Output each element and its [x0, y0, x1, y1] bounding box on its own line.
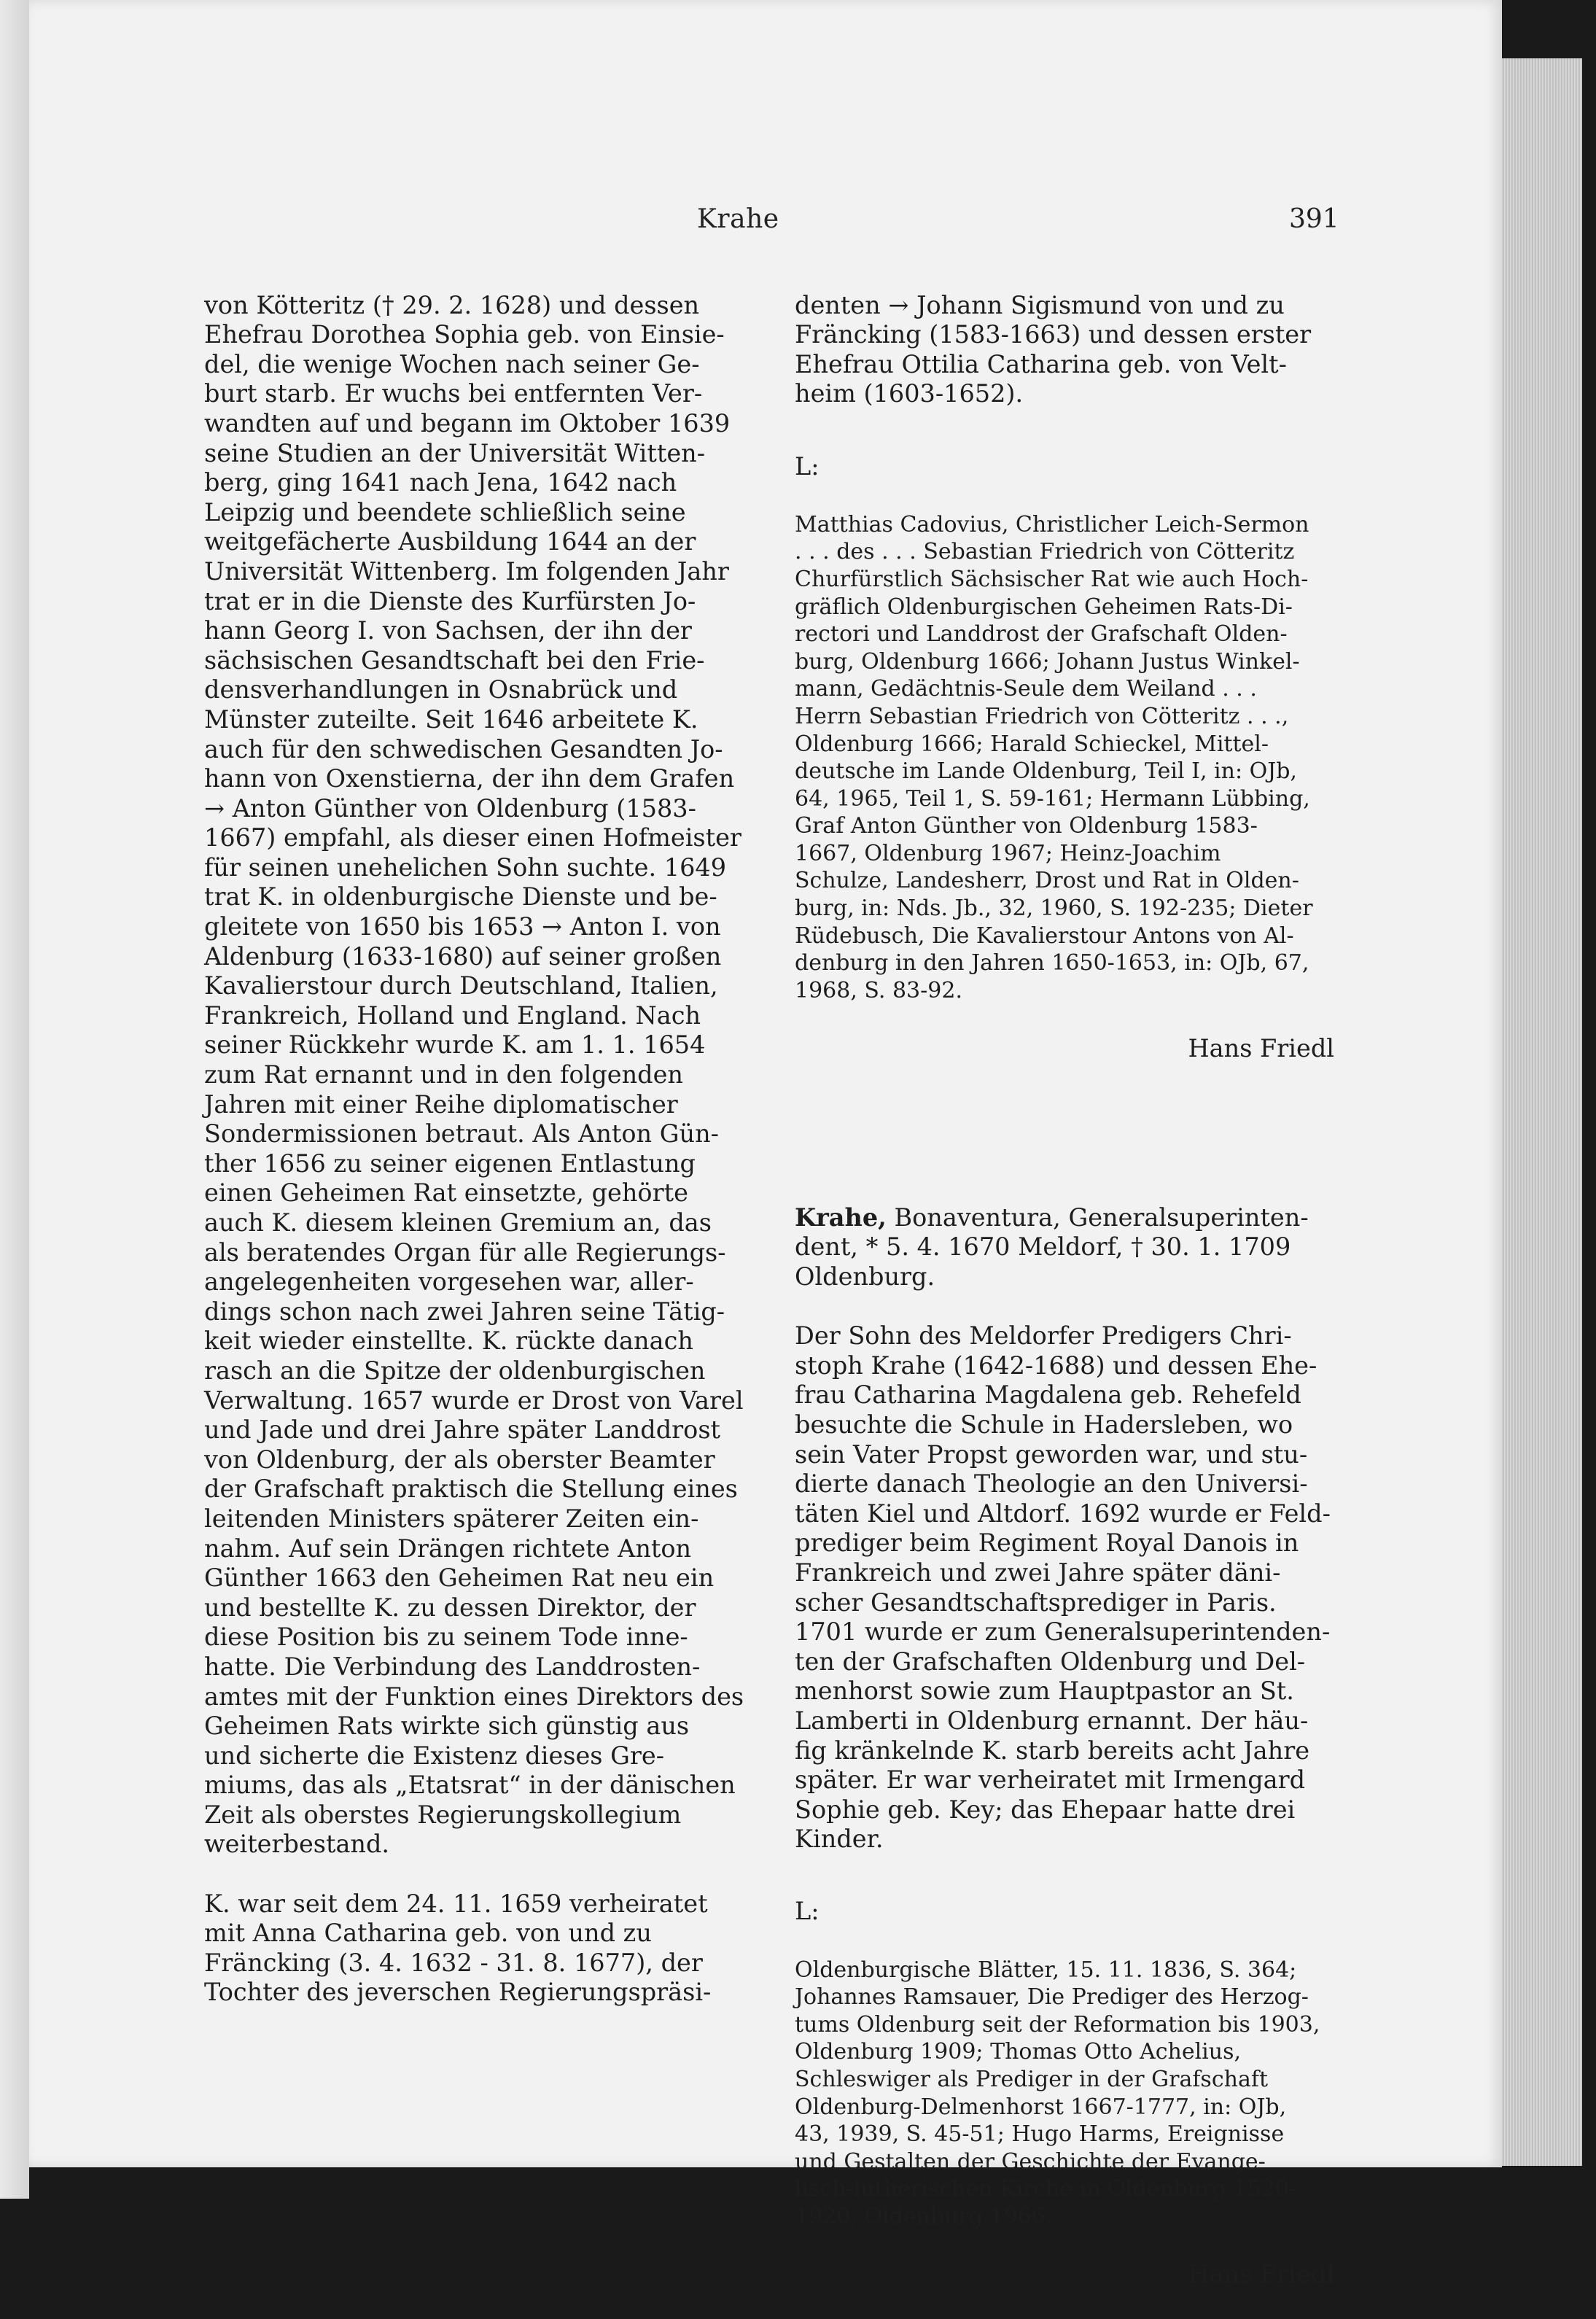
- page-number: 391: [1289, 204, 1339, 234]
- literature-marker: L:: [795, 1897, 820, 1926]
- left-column: [204, 261, 744, 2038]
- literature-list: Matthias Cadovius, Christlicher Leich-Sermon . . . des . . . Sebastian Friedrich von Cötteritz Churfürstlich Sächsischer Rat wie auch Hoch- gräflich Oldenburgischen Geheimen Rats-Di- rectori und Landdrost der Grafschaft Olden- burg, Oldenburg 1666; Johann Justus Winkel- mann, Gedächtnis-Seule dem Weiland . . . Herrn Sebastian Friedrich von Cötteritz . . ., Oldenburg 1666; Harald Schieckel, Mittel- deutsche im Lande Oldenburg, Teil I, in: OJb, 64, 1965, Teil 1, S. 59-161; Hermann Lübbing, Graf Anton Günther von Oldenburg 1583- 1667, Oldenburg 1967; Heinz-Joachim Schulze, Landesherr, Drost und Rat in Olden- burg, in: Nds. Jb., 32, 1960, S. 192-235; Dieter Rüdebusch, Die Kavalierstour Antons von Al- denburg in den Jahren 1650-1653, in: OJb, 67, 1968, S. 83-92.: [795, 511, 1313, 1003]
- author-signature: Hans Friedl: [1188, 1034, 1334, 1063]
- biography-paragraph: Der Sohn des Meldorfer Predigers Chri- stoph Krahe (1642-1688) und dessen Ehe- frau Catharina Magdalena geb. Rehefeld besuchte die Schule in Hadersleben, wo sein Vater Propst geworden war, und stu- dierte danach Theologie an den Universi- täten Kiel und Altdorf. 1692 wurde er Feld- prediger beim Regiment Royal Danois in Frankreich und zwei Jahre später däni- scher Gesandtschaftsprediger in Paris. 1701 wurde er zum Generalsuperintenden- ten der Grafschaften Oldenburg und Del- menhorst sowie zum Hauptpastor an St. Lamberti in Oldenburg ernannt. Der häu- fig kränkelnde K. starb bereits acht Jahre später. Er war verheiratet mit Irmengard Sophie geb. Key; das Ehepaar hatte drei Kinder.: [795, 1321, 1331, 1854]
- entry-dates: Bonaventura, Generalsuperinten- dent, * 5. 4. 1670 Meldorf, † 30. 1. 1709 Oldenburg.: [795, 1203, 1309, 1291]
- literature-marker: L:: [795, 451, 820, 481]
- facing-page-edge: [0, 0, 29, 2199]
- entry-heading: [795, 1203, 1334, 1292]
- biography-paragraph-continued: denten → Johann Sigismund von und zu Fräncking (1583-1663) und dessen erster Ehefrau Ottilia Catharina geb. von Velt- heim (1603-1652).: [795, 290, 1312, 408]
- right-column: [795, 261, 1334, 2319]
- page-block-edges: [1502, 58, 1582, 2166]
- literature-list: Oldenburgische Blätter, 15. 11. 1836, S. 364; Johannes Ramsauer, Die Prediger des Herzog- tums Oldenburg seit der Reformation bis 1903, Oldenburg 1909; Thomas Otto Achelius, Schleswiger als Prediger in der Grafschaft Oldenburg-Delmenhorst 1667-1777, in: OJb, 43, 1939, S. 45-51; Hugo Harms, Ereignisse und Gestalten der Geschichte der Evange- lisch-lutherischen Kirche in Oldenburg 1520- 1920, Oldenburg 1966.: [795, 1957, 1320, 2229]
- biography-paragraph-marriage: K. war seit dem 24. 11. 1659 verheiratet mit Anna Catharina geb. von und zu Fräncking (3. 4. 1632 - 31. 8. 1677), der Tochter des jeverschen Regierungspräsi-: [204, 1889, 712, 2007]
- entry-name: Krahe,: [795, 1203, 887, 1232]
- biography-paragraph: von Kötteritz († 29. 2. 1628) und dessen Ehefrau Dorothea Sophia geb. von Einsie- del, die wenige Wochen nach seiner Ge- burt starb. Er wuchs bei entfernten Ver- wandten auf und begann im Oktober 1639 seine Studien an der Universität Witten- berg, ging 1641 nach Jena, 1642 nach Leipzig und beendete schließlich seine weitgefächerte Ausbildung 1644 an der Universität Wittenberg. Im folgenden Jahr trat er in die Dienste des Kurfürsten Jo- hann Georg I. von Sachsen, der ihn der sächsischen Gesandtschaft bei den Frie- densverhandlungen in Osnabrück und Münster zuteilte. Seit 1646 arbeitete K. auch für den schwedischen Gesandten Jo- hann von Oxenstierna, der ihn dem Grafen → Anton Günther von Oldenburg (1583- 1667) empfahl, als dieser einen Hofmeister für seinen unehelichen Sohn suchte. 1649 trat K. in oldenburgische Dienste und be- gleitete von 1650 bis 1653 → Anton I. von Aldenburg (1633-1680) auf seiner großen Kavalierstour durch Deutschland, Italien, Frankreich, Holland und England. Nach seiner Rückkehr wurde K. am 1. 1. 1654 zum Rat ernannt und in den folgenden Jahren mit einer Reihe diplomatischer Sondermissionen betraut. Als Anton Gün- ther 1656 zu seiner eigenen Entlastung einen Geheimen Rat einsetzte, gehörte auch K. diesem kleinen Gremium an, das als beratendes Organ für alle Regierungs- angelegenheiten vorgesehen war, aller- dings schon nach zwei Jahren seine Tätig- keit wieder einstellte. K. rückte danach rasch an die Spitze der oldenburgischen Verwaltung. 1657 wurde er Drost von Varel und Jade und drei Jahre später Landdrost von Oldenburg, der als oberster Beamter der Grafschaft praktisch die Stellung eines leitenden Ministers späterer Zeiten ein- nahm. Auf sein Drängen richtete Anton Günther 1663 den Geheimen Rat neu ein und bestellte K. zu dessen Direktor, der diese Position bis zu seinem Tode inne- hatte. Die Verbindung des Landdrosten- amtes mit der Funktion eines Direktors des Geheimen Rats wirkte sich günstig aus und sicherte die Existenz dieses Gre- miums, das als „Etatsrat“ in der dänischen Zeit als oberstes Regierungskollegium weiterbestand.: [204, 290, 744, 1859]
- author-signature: Hans Friedl: [1188, 2260, 1334, 2289]
- running-head: Krahe: [697, 204, 779, 234]
